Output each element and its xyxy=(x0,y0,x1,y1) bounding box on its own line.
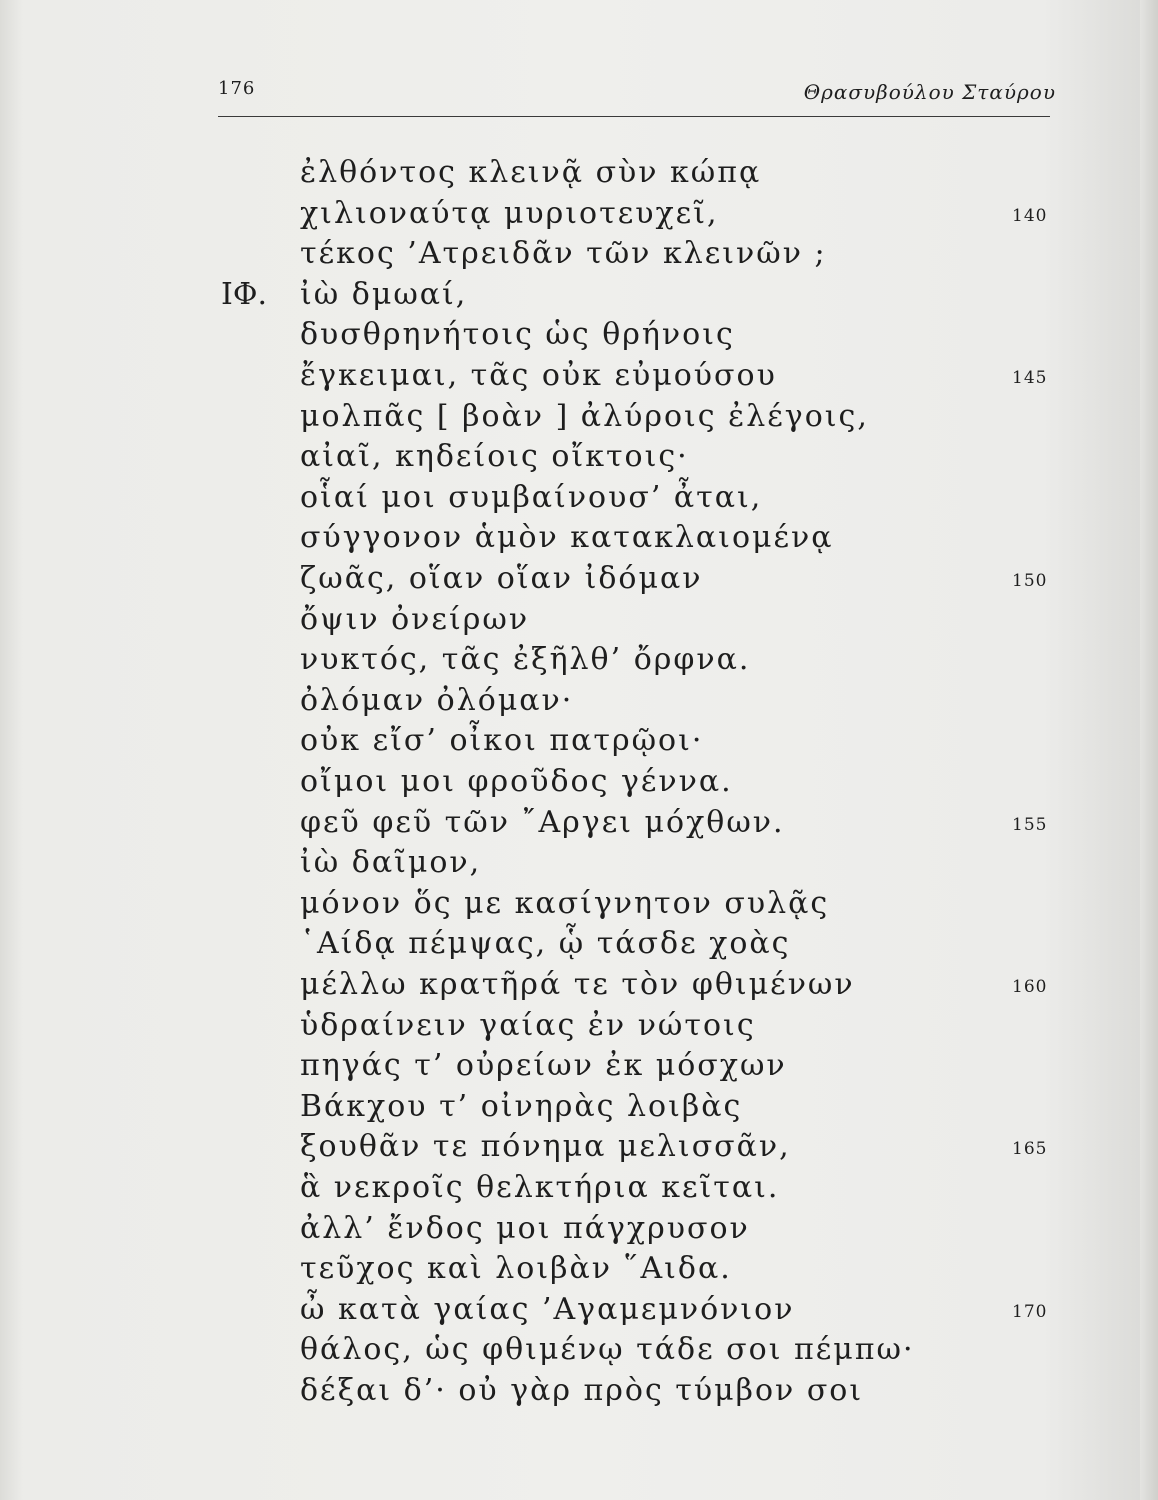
line-number: 140 xyxy=(1012,206,1048,226)
verse-text: ῾Αίδᾳ πέμψας, ᾧ τάσδε χοὰς xyxy=(300,926,791,961)
verse-text: ἐλθόντος κλεινᾷ σὺν κώπᾳ xyxy=(300,155,762,190)
page-header xyxy=(218,78,1056,114)
verse-line xyxy=(0,642,1158,682)
verse-line xyxy=(0,317,1158,357)
verse-text: ἀλλ’ ἔνδος μοι πάγχρυσον xyxy=(300,1211,750,1246)
verse-line xyxy=(0,1292,1158,1332)
verse-text: πηγάς τ’ οὐρείων ἐκ μόσχων xyxy=(300,1048,787,1083)
line-number: 165 xyxy=(1012,1139,1048,1159)
verse-line xyxy=(0,1048,1158,1088)
verse-line xyxy=(0,805,1158,845)
verse-text: ἰὼ δμωαί, xyxy=(300,277,468,312)
running-head: Θρασυβούλου Σταύρου xyxy=(803,80,1056,104)
verse-line xyxy=(0,561,1158,601)
speaker-label: ΙΦ. xyxy=(221,277,267,312)
verse-text: μέλλω κρατῆρά τε τὸν φθιμένων xyxy=(300,967,855,1002)
verse-line xyxy=(0,399,1158,439)
verse-text: τέκος ’Ατρειδᾶν τῶν κλεινῶν ; xyxy=(300,236,827,271)
verse-line xyxy=(0,277,1158,317)
verse-text: ἃ νεκροῖς θελκτήρια κεῖται. xyxy=(300,1170,780,1205)
verse-line xyxy=(0,764,1158,804)
verse-text: οἴμοι μοι φροῦδος γέννα. xyxy=(300,764,733,799)
verse-text: σύγγονον ἁμὸν κατακλαιομένᾳ xyxy=(300,520,834,555)
verse-line xyxy=(0,1008,1158,1048)
verse-text: ὄψιν ὀνείρων xyxy=(300,602,530,637)
verse-line xyxy=(0,967,1158,1007)
verse-text: χιλιοναύτᾳ μυριοτευχεῖ, xyxy=(300,196,719,231)
verse-text: τεῦχος καὶ λοιβὰν ῞Αιδα. xyxy=(300,1251,732,1286)
verse-line xyxy=(0,926,1158,966)
verse-text: δέξαι δ’· οὐ γὰρ πρὸς τύμβον σοι xyxy=(300,1373,864,1408)
verse-text: οὐκ εἴσ’ οἶκοι πατρῷοι· xyxy=(300,723,704,758)
verse-text: ὑδραίνειν γαίας ἐν νώτοις xyxy=(300,1008,756,1043)
verse-line xyxy=(0,1211,1158,1251)
verse-line xyxy=(0,1170,1158,1210)
verse-text: οἷαί μοι συμβαίνουσ’ ἆται, xyxy=(300,480,763,515)
page-number: 176 xyxy=(218,78,256,99)
verse-line xyxy=(0,845,1158,885)
line-number: 150 xyxy=(1012,571,1048,591)
line-number: 160 xyxy=(1012,977,1048,997)
line-number: 155 xyxy=(1012,815,1048,835)
verse-line xyxy=(0,1332,1158,1372)
verse-text: ὦ κατὰ γαίας ’Αγαμεμνόνιον xyxy=(300,1292,795,1327)
verse-line xyxy=(0,236,1158,276)
verse-line xyxy=(0,886,1158,926)
verse-text: ξουθᾶν τε πόνημα μελισσᾶν, xyxy=(300,1129,791,1164)
line-number: 170 xyxy=(1012,1302,1048,1322)
verse-line xyxy=(0,723,1158,763)
verse-text: ζωᾶς, οἵαν οἵαν ἰδόμαν xyxy=(300,561,703,596)
verse-text: μόνον ὅς με κασίγνητον συλᾷς xyxy=(300,886,830,921)
verse-text: νυκτός, τᾶς ἐξῆλθ’ ὄρφνα. xyxy=(300,642,751,677)
verse-text: Βάκχου τ’ οἰνηρὰς λοιβὰς xyxy=(300,1089,743,1124)
verse-text: αἰαῖ, κηδείοις οἴκτοις· xyxy=(300,439,689,474)
verse-line xyxy=(0,1089,1158,1129)
verse-text: δυσθρηνήτοις ὡς θρήνοις xyxy=(300,317,735,352)
line-number: 145 xyxy=(1012,368,1048,388)
verse-line xyxy=(0,155,1158,195)
verse-line xyxy=(0,1373,1158,1413)
verse-line xyxy=(0,520,1158,560)
verse-line xyxy=(0,439,1158,479)
verse-text: ἰὼ δαῖμον, xyxy=(300,845,482,880)
verse-text: μολπᾶς [ βοὰν ] ἀλύροις ἐλέγοις, xyxy=(300,399,869,434)
verse-line xyxy=(0,1251,1158,1291)
verse-line xyxy=(0,358,1158,398)
header-rule xyxy=(218,116,1050,117)
verse-line xyxy=(0,1129,1158,1169)
verse-line xyxy=(0,683,1158,723)
verse-line xyxy=(0,480,1158,520)
verse-line xyxy=(0,196,1158,236)
verse-text: ἔγκειμαι, τᾶς οὐκ εὐμούσου xyxy=(300,358,777,393)
verse-text: θάλος, ὡς φθιμένῳ τάδε σοι πέμπω· xyxy=(300,1332,915,1367)
verse-text: ὀλόμαν ὀλόμαν· xyxy=(300,683,574,718)
verse-text: φεῦ φεῦ τῶν ῎Αργει μόχθων. xyxy=(300,805,785,840)
verse-line xyxy=(0,602,1158,642)
